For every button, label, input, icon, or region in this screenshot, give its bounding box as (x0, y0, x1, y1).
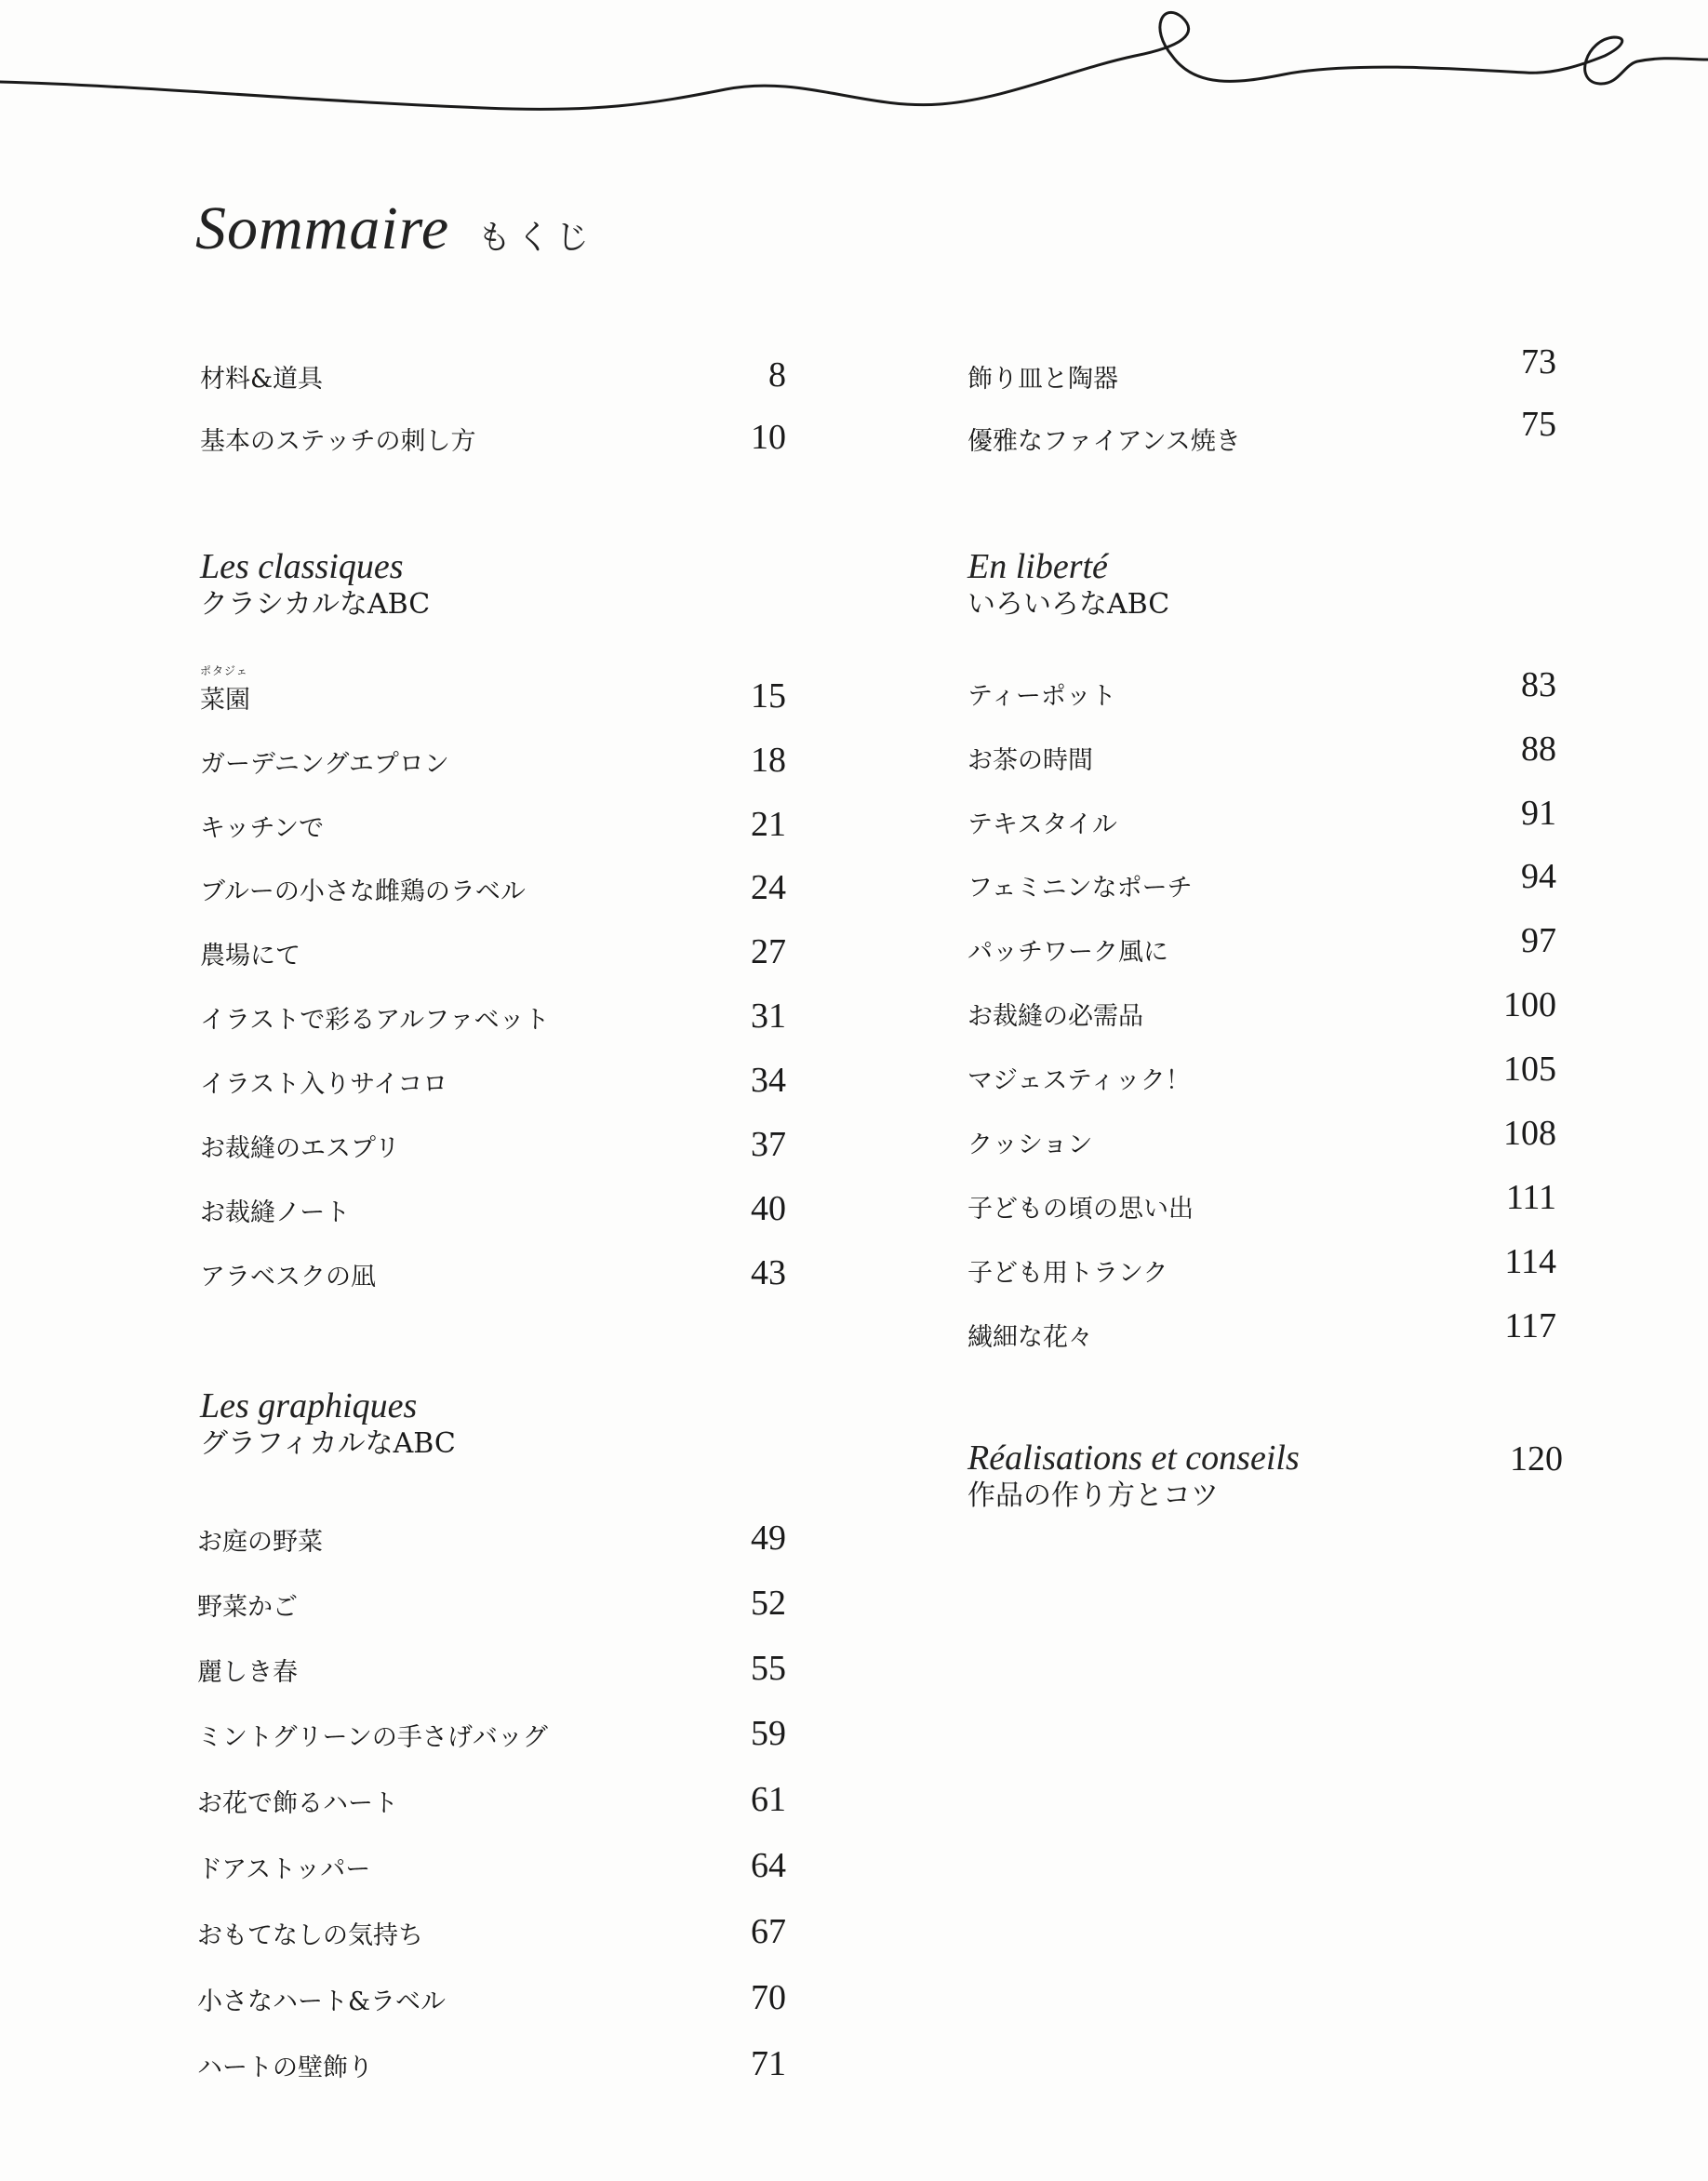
toc-entry-page: 8 (768, 355, 786, 395)
toc-entry-page: 114 (1504, 1242, 1556, 1281)
toc-entry-label: ティーポット (967, 682, 1116, 711)
section-title-japanese: クラシカルなABC (200, 588, 431, 621)
toc-entry-page: 18 (751, 741, 786, 780)
toc-entry-page: 61 (751, 1780, 786, 1819)
toc-entry-label: ドアストッパー (197, 1855, 371, 1884)
section-title-japanese: 作品の作り方とコツ (967, 1479, 1219, 1512)
toc-entry-page: 37 (751, 1125, 786, 1164)
toc-entry[interactable] (200, 1253, 786, 1312)
toc-entry-page: 120 (1510, 1439, 1563, 1479)
toc-entry-text: 菜園 (200, 686, 250, 715)
toc-entry[interactable] (197, 1780, 786, 1839)
toc-entry-page: 70 (751, 1978, 786, 2017)
toc-entry[interactable] (967, 342, 1556, 414)
toc-entry-page: 67 (751, 1912, 786, 1951)
toc-entry-label: お裁縫ノート (200, 1198, 351, 1227)
toc-entry-page: 94 (1521, 857, 1556, 896)
toc-entry-page: 111 (1505, 1178, 1556, 1217)
toc-entry[interactable] (200, 418, 786, 476)
title-french: Sommaire (195, 194, 450, 262)
toc-entry[interactable] (967, 794, 1556, 860)
toc-entry[interactable] (967, 921, 1556, 987)
title-japanese: もくじ (477, 219, 595, 257)
toc-entry-label: 野菜かご (197, 1593, 298, 1622)
toc-entry-label: お裁縫の必需品 (967, 1002, 1143, 1031)
section-heading-graphiques (200, 1386, 456, 1463)
toc-entry-label: お裁縫のエスプリ (200, 1134, 400, 1163)
toc-entry-page: 27 (751, 932, 786, 971)
toc-entry-page: 100 (1503, 985, 1556, 1024)
toc-entry[interactable] (967, 405, 1556, 476)
section-heading-realisations[interactable] (967, 1438, 1563, 1522)
toc-entry-page: 24 (751, 868, 786, 907)
section-heading-liberte (967, 547, 1169, 623)
toc-entry-page: 75 (1521, 405, 1556, 444)
toc-entry-label: テキスタイル (967, 810, 1117, 839)
toc-entry-page: 15 (751, 676, 786, 716)
toc-entry[interactable] (967, 1306, 1556, 1372)
toc-entry-label: 基本のステッチの刺し方 (200, 427, 476, 456)
toc-entry-label: イラスト入りサイコロ (200, 1070, 448, 1099)
toc-entry-page: 88 (1521, 729, 1556, 769)
toc-entry[interactable] (197, 1521, 786, 1577)
toc-entry-label: おもてなしの気持ち (197, 1921, 423, 1950)
toc-entry-label: お茶の時間 (967, 746, 1093, 775)
toc-entry-page: 40 (751, 1189, 786, 1228)
toc-entry-page: 117 (1504, 1306, 1556, 1345)
ribbon-decoration (0, 0, 1708, 149)
section-title-french: En liberté (967, 547, 1108, 586)
toc-entry[interactable] (967, 1178, 1556, 1244)
toc-entry[interactable] (197, 1714, 786, 1773)
toc-entry[interactable] (967, 1050, 1556, 1116)
toc-entry[interactable] (967, 1114, 1556, 1180)
toc-entry[interactable] (200, 664, 786, 735)
toc-entry-label: お庭の野菜 (197, 1528, 323, 1557)
toc-entry[interactable] (200, 743, 786, 799)
toc-entry-label: 農場にて (200, 942, 300, 970)
toc-entry-page: 59 (751, 1714, 786, 1753)
toc-entry-label: 麗しき春 (197, 1658, 298, 1687)
toc-entry[interactable] (197, 1846, 786, 1905)
toc-entry-label (200, 664, 250, 716)
toc-entry[interactable] (200, 1125, 786, 1184)
section-title-french: Les classiques (200, 547, 404, 586)
toc-entry-label: パッチワーク風に (967, 938, 1168, 967)
toc-entry-page: 83 (1521, 665, 1556, 704)
toc-entry-label: キッチンで (200, 814, 325, 843)
toc-entry-page: 105 (1503, 1050, 1556, 1089)
toc-entry-label: ガーデニングエプロン (200, 750, 449, 779)
toc-entry[interactable] (197, 1649, 786, 1707)
toc-entry[interactable] (200, 355, 786, 414)
toc-entry[interactable] (197, 2044, 786, 2103)
section-title-japanese: グラフィカルなABC (200, 1427, 456, 1460)
toc-entry-page: 43 (751, 1253, 786, 1292)
toc-entry[interactable] (967, 729, 1556, 796)
toc-entry-label: フェミニンなポーチ (967, 874, 1193, 903)
toc-entry[interactable] (200, 805, 786, 863)
toc-entry[interactable] (197, 1586, 786, 1642)
toc-entry-label: ブルーの小さな雌鶏のラベル (200, 877, 526, 906)
toc-entry-page: 73 (1521, 342, 1556, 381)
section-heading-classiques (200, 547, 430, 623)
toc-entry[interactable] (197, 1912, 786, 1971)
toc-entry-label: イラストで彩るアルファベット (200, 1006, 550, 1035)
toc-entry[interactable] (200, 868, 786, 927)
toc-entry[interactable] (200, 999, 786, 1055)
toc-entry-label: クッション (967, 1131, 1093, 1159)
toc-entry[interactable] (200, 1061, 786, 1119)
toc-entry-page: 55 (751, 1649, 786, 1688)
toc-entry-label: 材料&道具 (200, 365, 324, 394)
toc-entry-label: マジェスティック！ (967, 1066, 1191, 1095)
toc-entry-label: 優雅なファイアンス焼き (967, 427, 1241, 456)
toc-entry-label: お花で飾るハート (197, 1789, 398, 1818)
toc-entry[interactable] (967, 1242, 1556, 1308)
toc-entry-page: 31 (751, 997, 786, 1036)
toc-entry-label: 繊細な花々 (967, 1323, 1093, 1352)
toc-entry-page: 108 (1503, 1114, 1556, 1153)
toc-entry[interactable] (200, 1189, 786, 1248)
toc-entry-page: 52 (751, 1584, 786, 1623)
toc-entry-page: 64 (751, 1846, 786, 1885)
toc-entry-label: 子どもの頃の思い出 (967, 1195, 1194, 1224)
toc-entry[interactable] (967, 857, 1556, 923)
toc-entry[interactable] (197, 1978, 786, 2037)
toc-entry-label: アラベスクの凪 (200, 1263, 376, 1291)
toc-entry-label: ミントグリーンの手さげバッグ (197, 1723, 548, 1752)
toc-entry[interactable] (967, 665, 1556, 731)
toc-entry-page: 21 (751, 805, 786, 844)
section-title-french: Les graphiques (200, 1386, 418, 1425)
toc-entry-page: 71 (751, 2044, 786, 2083)
toc-entry-label: 小さなハート&ラベル (197, 1987, 447, 2016)
ruby-annotation: ポタジェ (200, 664, 248, 677)
toc-entry-page: 97 (1521, 921, 1556, 960)
toc-entry-label: ハートの壁飾り (197, 2054, 373, 2082)
toc-entry-page: 49 (751, 1519, 786, 1558)
toc-entry-page: 91 (1521, 794, 1556, 833)
toc-entry-label: 飾り皿と陶器 (967, 365, 1118, 394)
section-title-french: Réalisations et conseils (967, 1438, 1300, 1478)
toc-entry[interactable] (200, 932, 786, 991)
toc-entry[interactable] (967, 985, 1556, 1051)
toc-entry-page: 34 (751, 1061, 786, 1100)
toc-entry-page: 10 (751, 418, 786, 457)
toc-entry-label: 子ども用トランク (967, 1259, 1168, 1288)
page-title (195, 194, 594, 264)
section-title-japanese: いろいろなABC (967, 588, 1170, 621)
